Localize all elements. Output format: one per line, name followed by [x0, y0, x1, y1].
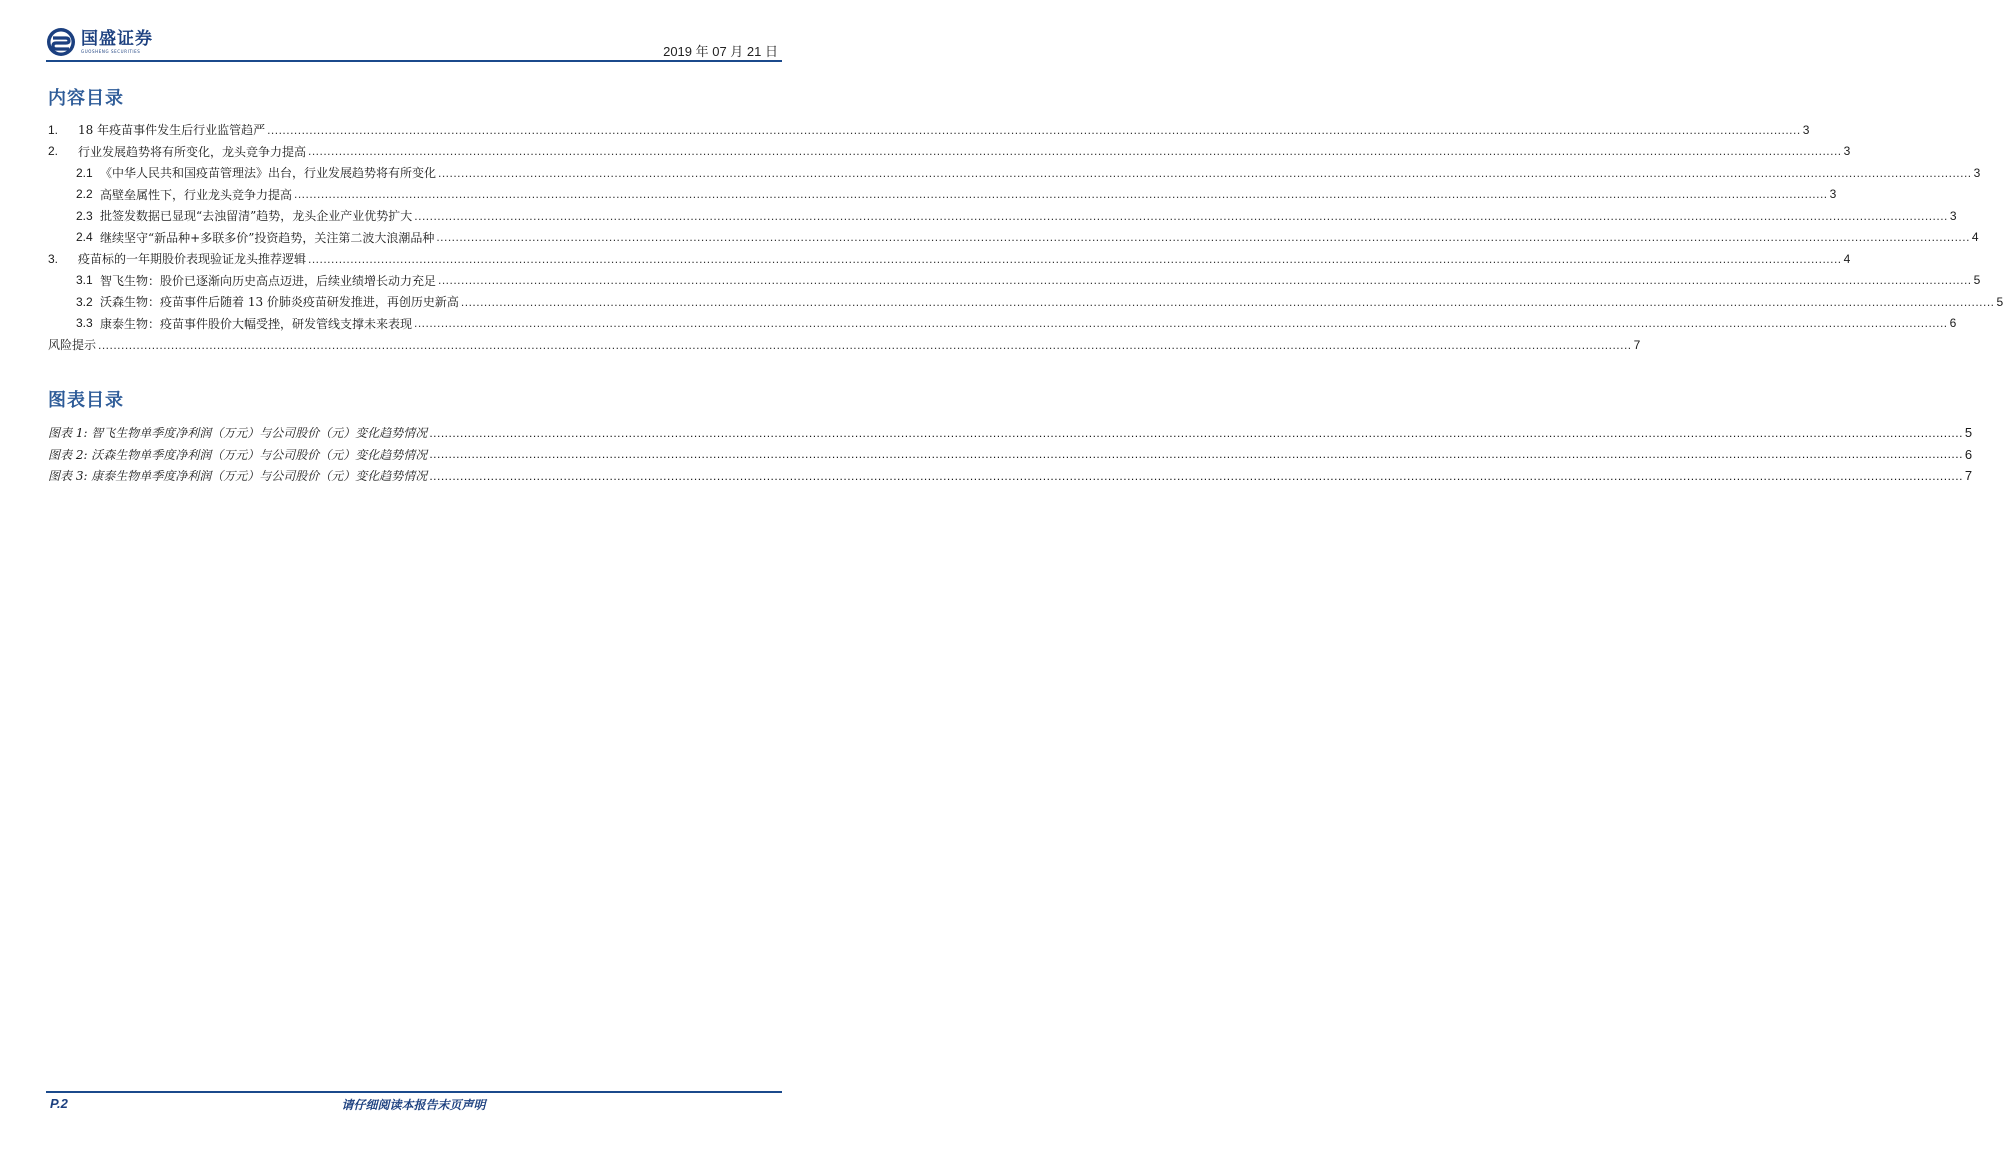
- toc-entry[interactable]: [48, 141, 1851, 163]
- toc-entry-text: 行业发展趋势将有所变化，龙头竞争力提高: [78, 144, 307, 159]
- toc-leader-dots: ................................................................................................................................................................................................................................................................................................................................................................................................................: [436, 230, 1970, 245]
- toc-entry-number: 3.: [48, 251, 59, 266]
- figure-entry[interactable]: [48, 422, 1973, 444]
- toc-entry-text: 沃森生物：疫苗事件后随着 13 价肺炎疫苗研发推进，再创历史新高: [100, 295, 459, 310]
- toc-entry-number: 2.1: [76, 165, 93, 180]
- figures-list: [48, 422, 1973, 487]
- figure-entry[interactable]: [48, 444, 1973, 466]
- figure-entry-page: 7: [1964, 468, 1973, 484]
- toc-title: 内容目录: [48, 88, 124, 109]
- toc-entry-text: 《中华人民共和国疫苗管理法》出台，行业发展趋势将有所变化: [100, 166, 437, 181]
- toc-leader-dots: ................................................................................................................................................................................................................................................................................................................................................................................................................: [308, 144, 1842, 159]
- toc-entry-page: 3: [1843, 144, 1851, 159]
- toc-entry-text: 18 年疫苗事件发生后行业监管趋严: [78, 123, 266, 138]
- toc-entry-page: 7: [1633, 337, 1641, 352]
- logo-name: 国盛证券: [81, 29, 153, 49]
- page-number: P.2: [50, 1096, 68, 1111]
- toc-list: [48, 119, 2003, 356]
- toc-entry[interactable]: [48, 334, 1641, 356]
- toc-leader-dots: ................................................................................................................................................................................................................................................................................................................................................................................................................: [414, 208, 1948, 223]
- toc-entry[interactable]: [48, 205, 1957, 227]
- figure-leader-dots: ................................................................................................................................................................................................................................................................................................................................................................................................................: [429, 447, 1963, 462]
- figure-entry-text: 图表 1: 智飞生物单季度净利润（万元）与公司股价（元）变化趋势情况: [48, 426, 428, 441]
- toc-leader-dots: ................................................................................................................................................................................................................................................................................................................................................................................................................: [414, 316, 1948, 331]
- figure-entry-page: 5: [1964, 425, 1973, 441]
- header-rule: [46, 60, 782, 62]
- toc-leader-dots: ................................................................................................................................................................................................................................................................................................................................................................................................................: [438, 273, 1972, 288]
- toc-entry-page: 3: [1973, 165, 1981, 180]
- toc-entry[interactable]: [48, 313, 1957, 335]
- toc-entry-text: 风险提示: [48, 338, 97, 353]
- figure-entry-text: 图表 3: 康泰生物单季度净利润（万元）与公司股价（元）变化趋势情况: [48, 469, 428, 484]
- toc-entry-text: 疫苗标的一年期股价表现验证龙头推荐逻辑: [78, 252, 307, 267]
- toc-entry-text: 批签发数据已显现“去浊留清”趋势，龙头企业产业优势扩大: [100, 209, 413, 224]
- toc-entry[interactable]: [48, 184, 1837, 206]
- figures-title: 图表目录: [48, 390, 124, 411]
- toc-entry-number: 3.1: [76, 273, 93, 288]
- toc-entry[interactable]: [48, 162, 1981, 184]
- toc-leader-dots: ................................................................................................................................................................................................................................................................................................................................................................................................................: [308, 251, 1842, 266]
- toc-entry-number: 1.: [48, 122, 59, 137]
- figure-leader-dots: ................................................................................................................................................................................................................................................................................................................................................................................................................: [429, 425, 1963, 440]
- toc-entry[interactable]: [48, 270, 1981, 292]
- toc-entry-page: 3: [1829, 187, 1837, 202]
- toc-entry-text: 智飞生物：股价已逐渐向历史高点迈进，后续业绩增长动力充足: [100, 273, 437, 288]
- toc-entry[interactable]: [48, 119, 1810, 141]
- footer-disclaimer: 请仔细阅读本报告末页声明: [341, 1098, 486, 1112]
- toc-entry-text: 继续坚守“新品种+多联多价”投资趋势，关注第二波大浪潮品种: [100, 230, 435, 245]
- toc-entry-page: 5: [1973, 273, 1981, 288]
- logo-subtitle: GUOSHENG SECURITIES: [81, 49, 141, 54]
- toc-entry-number: 2.4: [76, 230, 93, 245]
- footer-rule: [46, 1091, 782, 1093]
- toc-entry-text: 高壁垒属性下，行业龙头竞争力提高: [100, 187, 293, 202]
- toc-entry-page: 3: [1802, 122, 1810, 137]
- toc-entry-number: 3.2: [76, 294, 93, 309]
- toc-leader-dots: ................................................................................................................................................................................................................................................................................................................................................................................................................: [294, 187, 1828, 202]
- toc-entry-number: 2.2: [76, 187, 93, 202]
- page-header: [46, 22, 782, 64]
- toc-entry-page: 4: [1971, 230, 1979, 245]
- toc-entry-page: 3: [1949, 208, 1957, 223]
- toc-entry[interactable]: [48, 248, 1851, 270]
- toc-entry-number: 2.: [48, 144, 59, 159]
- logo-mark-icon: [46, 27, 76, 57]
- toc-entry-page: 4: [1843, 251, 1851, 266]
- toc-leader-dots: ................................................................................................................................................................................................................................................................................................................................................................................................................: [267, 122, 1801, 137]
- toc-leader-dots: ................................................................................................................................................................................................................................................................................................................................................................................................................: [438, 165, 1972, 180]
- company-logo: [46, 26, 153, 58]
- toc-entry-number: 3.3: [76, 316, 93, 331]
- figure-entry[interactable]: [48, 465, 1973, 487]
- figure-entry-page: 6: [1964, 446, 1973, 462]
- toc-entry-page: 5: [1996, 294, 2003, 309]
- report-date: 2019 年 07 月 21 日: [663, 44, 778, 59]
- toc-entry[interactable]: [48, 227, 1979, 249]
- figure-entry-text: 图表 2: 沃森生物单季度净利润（万元）与公司股价（元）变化趋势情况: [48, 447, 428, 462]
- toc-leader-dots: ................................................................................................................................................................................................................................................................................................................................................................................................................: [460, 294, 1995, 309]
- figure-leader-dots: ................................................................................................................................................................................................................................................................................................................................................................................................................: [429, 468, 1963, 483]
- toc-entry-number: 2.3: [76, 208, 93, 223]
- toc-entry-text: 康泰生物：疫苗事件股价大幅受挫，研发管线支撑未来表现: [100, 316, 413, 331]
- toc-leader-dots: ................................................................................................................................................................................................................................................................................................................................................................................................................: [98, 337, 1632, 352]
- toc-entry-page: 6: [1949, 316, 1957, 331]
- toc-entry[interactable]: [48, 291, 2003, 313]
